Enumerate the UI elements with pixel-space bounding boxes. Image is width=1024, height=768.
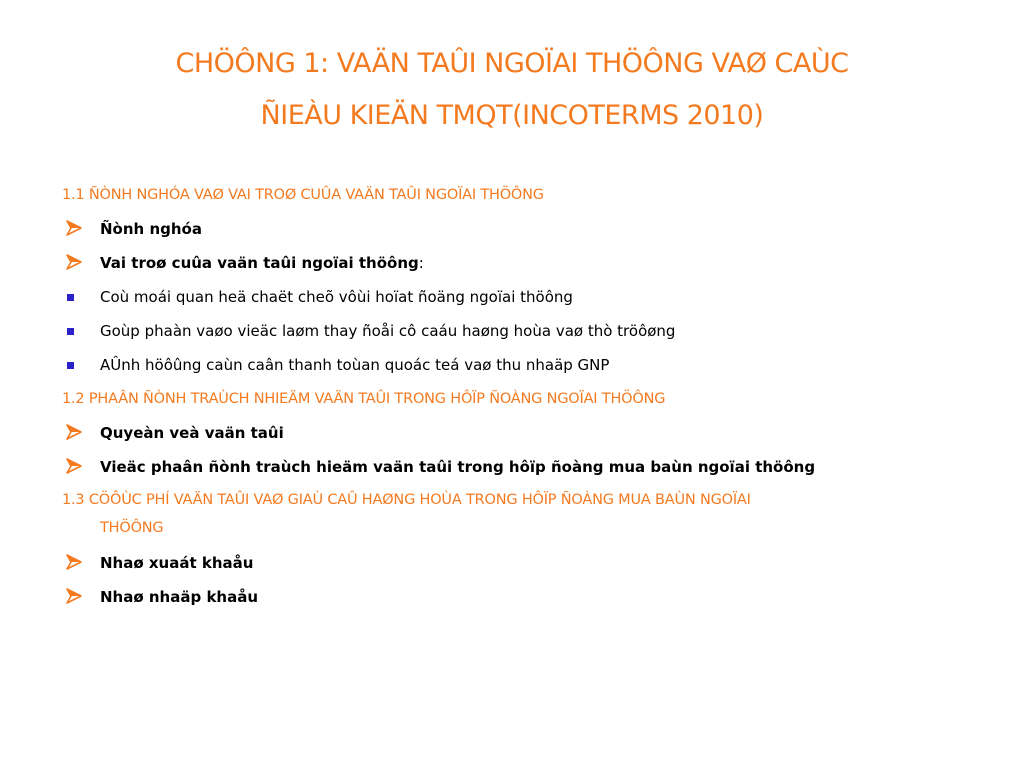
list-item bbox=[62, 548, 962, 582]
list-item-text: Vai troø cuûa vaän taûi ngoïai thöông bbox=[100, 254, 419, 272]
section-heading bbox=[62, 486, 962, 542]
list-item bbox=[62, 214, 962, 248]
arrow-icon bbox=[65, 418, 91, 448]
list-item-text: Coù moái quan heä chaët cheõ vôùi hoïat ñoäng ngoïai thöông bbox=[100, 288, 573, 306]
list-item-text: Quyeàn veà vaän taûi bbox=[100, 424, 284, 442]
list-item bbox=[62, 282, 962, 316]
list-item-text: Nhaø xuaát khaåu bbox=[100, 554, 254, 572]
list-item bbox=[62, 418, 962, 452]
list-item bbox=[62, 248, 962, 282]
section-heading: 1.1 ÑÒNH NGHÓA VAØ VAI TROØ CUÛA VAÄN TAÛI NGOÏAI THÖÔNG bbox=[62, 187, 544, 203]
arrow-icon bbox=[65, 452, 91, 482]
list-item bbox=[62, 350, 962, 384]
section-heading: 1.2 PHAÂN ÑÒNH TRAÙCH NHIEÄM VAÄN TAÛI TRONG HÔÏP ÑOÀNG NGOÏAI THÖÔNG bbox=[62, 391, 666, 407]
slide-title-line-1: CHÖÔNG 1: VAÄN TAÛI NGOÏAI THÖÔNG VAØ CAÙC bbox=[175, 48, 849, 79]
section-heading-line-1: 1.3 CÖÔÙC PHÍ VAÄN TAÛI VAØ GIAÙ CAÛ HAØNG HOÙA TRONG HÔÏP ÑOÀNG MUA BAÙN NGOÏAI bbox=[62, 492, 751, 508]
section-heading-line-2: THÖÔNG bbox=[100, 520, 164, 536]
arrow-icon bbox=[65, 214, 91, 244]
slide-title bbox=[60, 38, 964, 142]
slide-title-line-2: ÑIEÀU KIEÄN TMQT(INCOTERMS 2010) bbox=[260, 100, 764, 131]
square-bullet-icon bbox=[65, 350, 91, 380]
list-item-suffix: : bbox=[418, 254, 424, 272]
list-item-text: Nhaø nhaäp khaåu bbox=[100, 588, 259, 606]
list-item bbox=[62, 582, 962, 616]
arrow-icon bbox=[65, 248, 91, 278]
arrow-icon bbox=[65, 582, 91, 612]
list-item bbox=[62, 316, 962, 350]
list-item-text: Goùp phaàn vaøo vieäc laøm thay ñoåi cô caáu haøng hoùa vaø thò tröôøng bbox=[100, 322, 676, 340]
list-item-text: Vieäc phaân ñònh traùch hieäm vaän taûi trong hôïp ñoàng mua baùn ngoïai thöông bbox=[100, 458, 816, 476]
list-item bbox=[62, 452, 962, 486]
list-item-text: AÛnh höôûng caùn caân thanh toùan quoác teá vaø thu nhaäp GNP bbox=[100, 356, 610, 374]
list-item-text: Ñònh nghóa bbox=[100, 220, 202, 238]
slide-body bbox=[62, 180, 962, 616]
arrow-icon bbox=[65, 548, 91, 578]
square-bullet-icon bbox=[65, 316, 91, 346]
square-bullet-icon bbox=[65, 282, 91, 312]
